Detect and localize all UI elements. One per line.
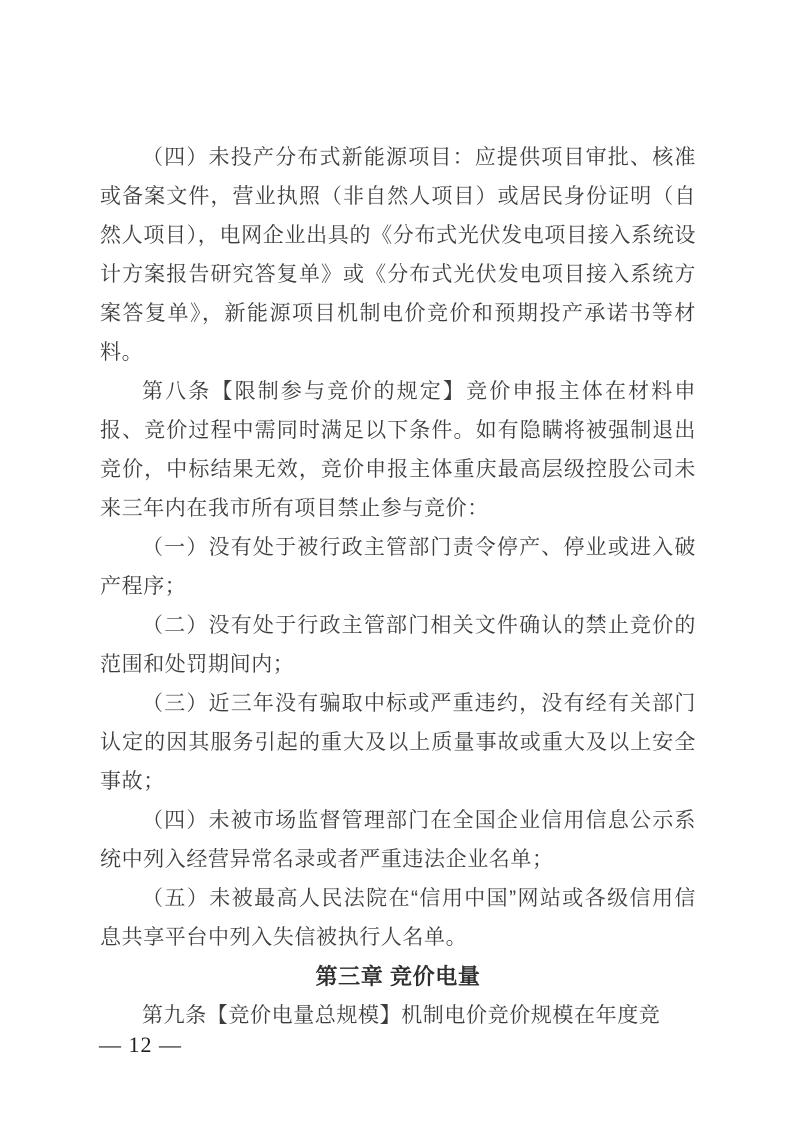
page-number: — 12 — <box>99 1032 182 1057</box>
paragraph-condition-5: （五）未被最高人民法院在“信用中国”网站或各级信用信息共享平台中列入失信被执行人名单。 <box>100 887 696 949</box>
page-body <box>100 138 696 1035</box>
paragraph-condition-4: （四）未被市场监督管理部门在全国企业信用信息公示系统中列入经营异常名录或者严重违法企业名单； <box>100 809 696 871</box>
paragraph-condition-2: （二）没有处于行政主管部门相关文件确认的禁止竞价的范围和处罚期间内； <box>100 614 696 676</box>
paragraph-condition-3: （三）近三年没有骗取中标或严重违约，没有经有关部门认定的因其服务引起的重大及以上质量事故或重大及以上安全事故； <box>100 692 696 793</box>
paragraph-item-4-materials: （四）未投产分布式新能源项目：应提供项目审批、核准或备案文件，营业执照（非自然人项目）或居民身份证明（自然人项目），电网企业出具的《分布式光伏发电项目接入系统设计方案报告研究答复单》或《分布式光伏发电项目接入系统方案答复单》，新能源项目机制电价竞价和预期投产承诺书等材料。 <box>100 146 696 364</box>
chapter-heading: 第三章 竞价电量 <box>315 964 481 989</box>
paragraph-article-9: 第九条【竞价电量总规模】机制电价竞价规模在年度竞 <box>142 1004 661 1027</box>
paragraph-article-8: 第八条【限制参与竞价的规定】竞价申报主体在材料申报、竞价过程中需同时满足以下条件。如有隐瞒将被强制退出竞价，中标结果无效，竞价申报主体重庆最高层级控股公司未来三年内在我市所有项目禁止参与竞价： <box>100 380 696 520</box>
paragraph-condition-1: （一）没有处于被行政主管部门责令停产、停业或进入破产程序； <box>100 536 696 598</box>
